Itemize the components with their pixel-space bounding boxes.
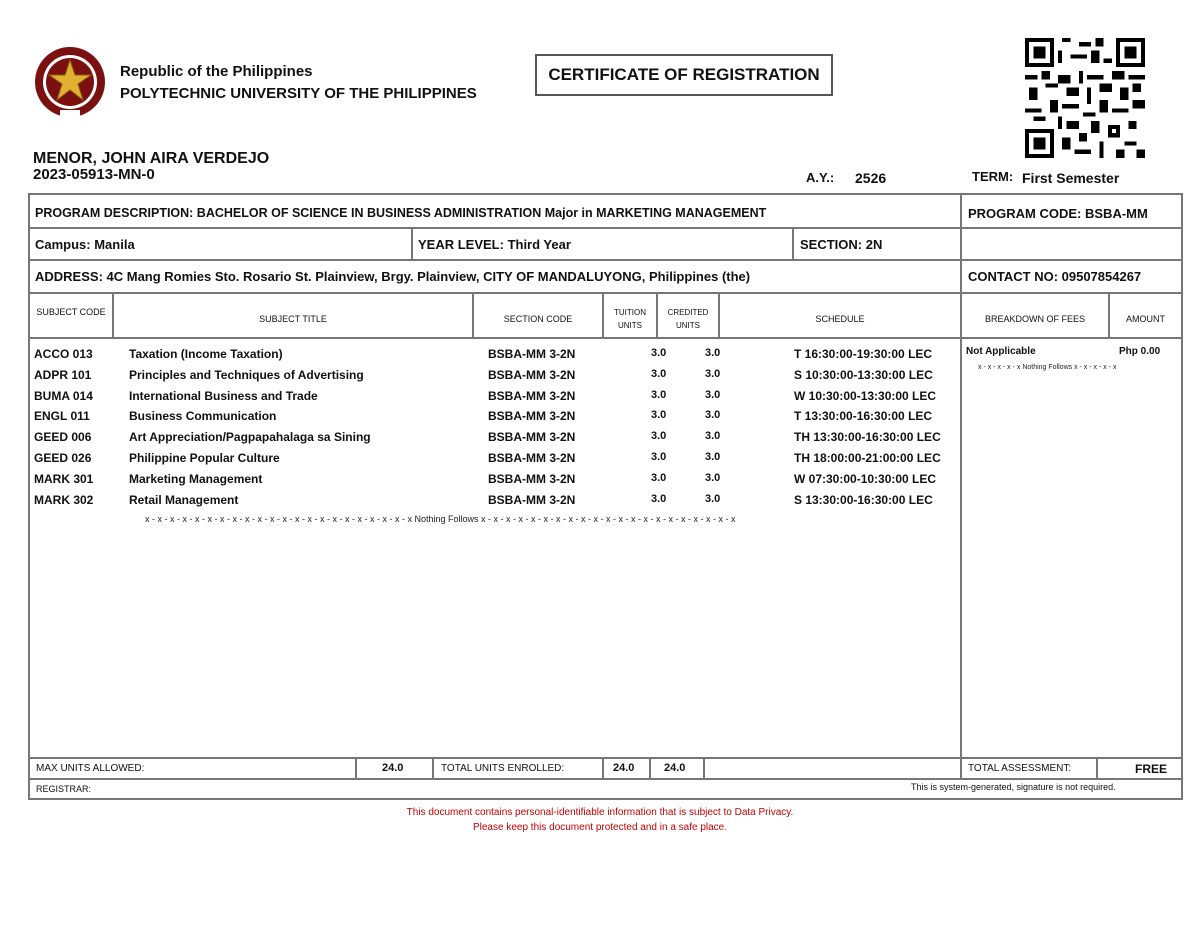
program-description: PROGRAM DESCRIPTION: BACHELOR OF SCIENCE IN BUSINESS ADMINISTRATION Major in MARKETING MANAGEMENT: [35, 206, 767, 220]
tuition-units: 3.0: [651, 409, 667, 422]
section-code: BSBA-MM 3-2N: [488, 451, 576, 465]
subject-title: Principles and Techniques of Advertising: [129, 367, 364, 382]
section-code: BSBA-MM 3-2N: [488, 430, 576, 445]
credited-units: 3.0: [705, 451, 721, 463]
subject-title: Retail Management: [129, 492, 239, 507]
subject-code: BUMA 014: [34, 388, 93, 403]
program-code: PROGRAM CODE: BSBA-MM: [968, 206, 1148, 221]
student-name: MENOR, JOHN AIRA VERDEJO: [33, 150, 270, 167]
tuition-units: 3.0: [651, 367, 667, 380]
subject-code: ENGL 011: [34, 409, 90, 424]
fee-amount: Php 0.00: [1119, 346, 1161, 357]
university-seal: [33, 44, 107, 122]
university-name: POLYTECHNIC UNIVERSITY OF THE PHILIPPINES: [120, 85, 477, 102]
section-code: BSBA-MM 3-2N: [488, 409, 576, 424]
section-code: BSBA-MM 3-2N: [488, 492, 576, 507]
col-tuition-units: TUITION UNITS: [614, 308, 646, 330]
schedule: TH 13:30:00-16:30:00 LEC: [794, 430, 941, 445]
section-code: BSBA-MM 3-2N: [488, 471, 576, 486]
credited-units: 3.0: [705, 388, 721, 401]
subject-code: GEED 026: [34, 451, 92, 465]
student-number: 2023-05913-MN-0: [33, 166, 155, 183]
year-level: YEAR LEVEL: Third Year: [418, 237, 571, 252]
campus: Campus: Manila: [35, 237, 135, 252]
ay-label: A.Y.:: [806, 170, 835, 185]
nothing-follows-fees: x - x - x - x - x Nothing Follows x - x - x - x - x: [978, 364, 1117, 371]
subject-title: Philippine Popular Culture: [129, 451, 280, 465]
tuition-units: 3.0: [651, 471, 667, 484]
col-subject-code: SUBJECT CODE: [36, 307, 106, 317]
col-section-code: SECTION CODE: [503, 314, 573, 324]
tuition-units: 3.0: [651, 430, 667, 443]
tuition-units: 3.0: [651, 388, 667, 401]
privacy-notice-line2: Please keep this document protected and in a safe place.: [472, 822, 728, 833]
credited-units: 3.0: [705, 409, 721, 422]
tuition-units: 3.0: [651, 451, 667, 463]
credited-units: 3.0: [705, 492, 721, 505]
subject-code: MARK 302: [34, 492, 94, 507]
system-generated-note: This is system-generated, signature is not required.: [911, 782, 1116, 792]
credited-units: 3.0: [705, 471, 721, 484]
total-assessment-value: FREE: [1135, 762, 1168, 776]
nothing-follows-subjects: x - x - x - x - x - x - x - x - x - x - x - x - x - x - x - x - x - x - x - x - x - x Nothing Follows x - x - x - x - x - x - x - x - x - x - x - x - x - x - x - x - x - x - x - x - x: [145, 514, 736, 524]
col-breakdown-of-fees: BREAKDOWN OF FEES: [984, 314, 1085, 324]
certificate-title: CERTIFICATE OF REGISTRATION: [535, 54, 833, 96]
section-code: BSBA-MM 3-2N: [488, 388, 576, 403]
credited-units: 3.0: [705, 430, 721, 443]
col-amount: AMOUNT: [1126, 314, 1165, 324]
section: SECTION: 2N: [800, 237, 883, 252]
qr-code: [1025, 38, 1145, 158]
subject-code: ACCO 013: [34, 347, 93, 361]
total-tuition-units: 24.0: [613, 762, 635, 774]
schedule: T 13:30:00-16:30:00 LEC: [794, 409, 933, 424]
total-credited-units: 24.0: [664, 762, 686, 774]
tuition-units: 3.0: [651, 492, 667, 505]
tuition-units: 3.0: [651, 347, 667, 359]
subject-title: Taxation (Income Taxation): [129, 347, 283, 361]
schedule: TH 18:00:00-21:00:00 LEC: [794, 451, 941, 465]
col-schedule: SCHEDULE: [815, 314, 865, 324]
contact-number: CONTACT NO: 09507854267: [968, 269, 1142, 284]
schedule: W 10:30:00-13:30:00 LEC: [794, 388, 937, 403]
fee-item: Not Applicable: [966, 346, 1036, 357]
subject-title: Marketing Management: [129, 471, 263, 486]
subject-code: MARK 301: [34, 471, 94, 486]
section-code: BSBA-MM 3-2N: [488, 367, 576, 382]
republic-label: Republic of the Philippines: [120, 63, 313, 80]
address: ADDRESS: 4C Mang Romies Sto. Rosario St. Plainview, Brgy. Plainview, CITY OF MANDALUYONG, Philippines (the): [35, 269, 751, 284]
schedule: S 10:30:00-13:30:00 LEC: [794, 367, 933, 382]
term-value: First Semester: [1022, 170, 1120, 186]
max-units-value: 24.0: [382, 762, 404, 774]
schedule: S 13:30:00-16:30:00 LEC: [794, 492, 933, 507]
credited-units: 3.0: [705, 347, 721, 359]
subject-title: Business Communication: [129, 409, 277, 424]
schedule: T 16:30:00-19:30:00 LEC: [794, 347, 933, 361]
col-subject-title: SUBJECT TITLE: [259, 314, 327, 324]
credited-units: 3.0: [705, 367, 721, 380]
subject-title: International Business and Trade: [129, 388, 318, 403]
privacy-notice-line1: This document contains personal-identifiable information that is subject to Data Privacy.: [406, 807, 794, 818]
col-credited-units: CREDITED UNITS: [667, 308, 709, 330]
section-code: BSBA-MM 3-2N: [488, 347, 576, 361]
term-label: TERM:: [972, 169, 1014, 184]
subject-title: Art Appreciation/Pagpapahalaga sa Sining: [129, 430, 371, 445]
schedule: W 07:30:00-10:30:00 LEC: [794, 471, 937, 486]
subject-code: GEED 006: [34, 430, 92, 445]
subject-code: ADPR 101: [34, 367, 92, 382]
total-assessment-label: TOTAL ASSESSMENT:: [968, 763, 1072, 774]
max-units-label: MAX UNITS ALLOWED:: [36, 763, 145, 774]
registrar-label: REGISTRAR:: [36, 784, 92, 794]
total-units-enrolled-label: TOTAL UNITS ENROLLED:: [441, 763, 565, 774]
ay-value: 2526: [855, 170, 887, 186]
